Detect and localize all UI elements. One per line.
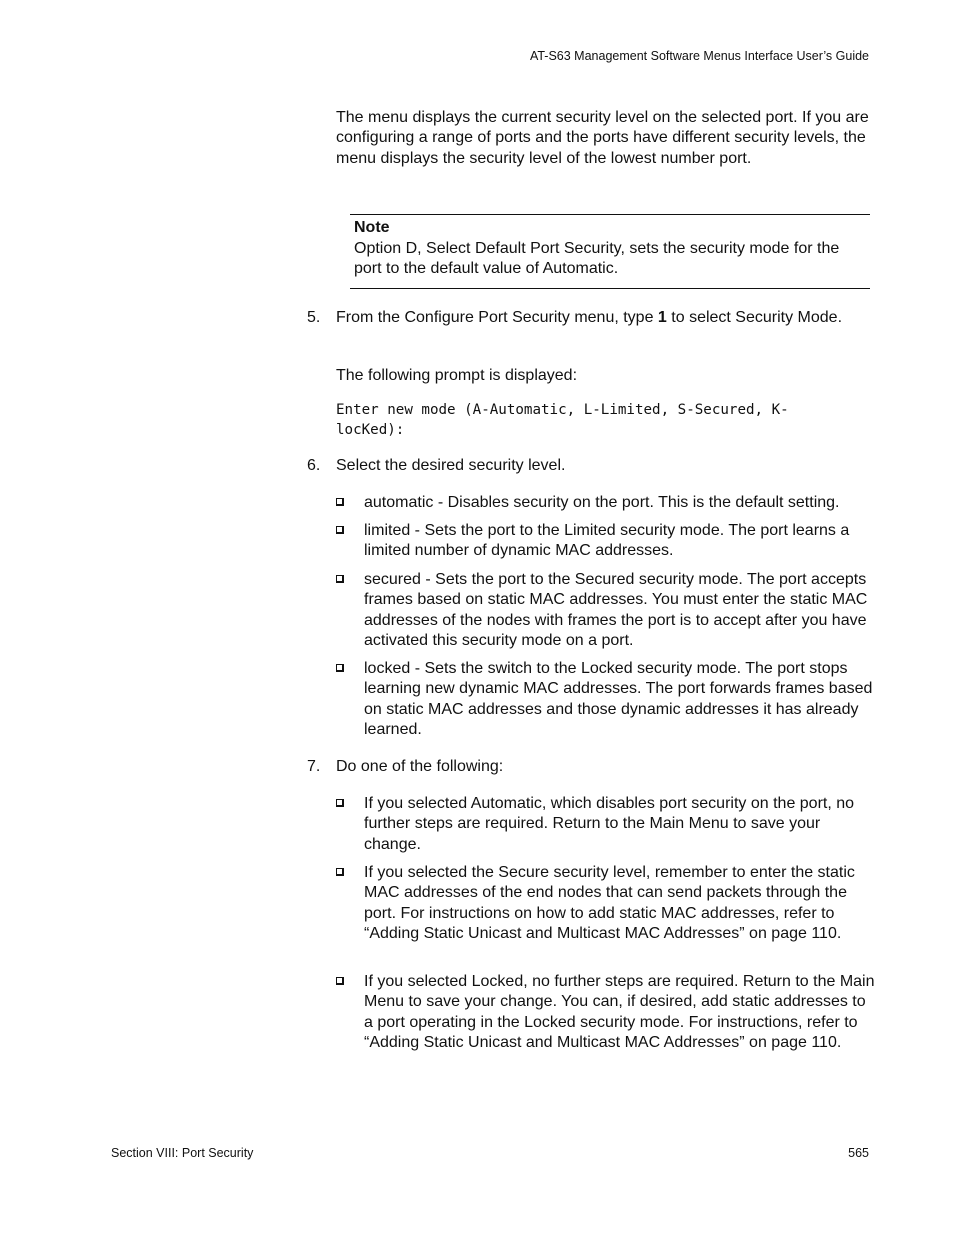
prompt-intro: The following prompt is displayed: (336, 367, 578, 384)
step-5-text-b: to select Security Mode. (666, 309, 843, 326)
running-header: AT-S63 Management Software Menus Interface User’s Guide (529, 49, 869, 63)
step-6-number: 6. (307, 457, 321, 474)
checkbox-bullet-icon (336, 868, 344, 876)
list-item-text: secured - Sets the port to the Secured security mode. The port accepts frames based on static MAC addresses. You must enter the static MAC addresses of the nodes with frames the port is to accept after you have activated this security mode on a port. (364, 571, 868, 649)
step-5-number: 5. (307, 309, 321, 326)
list-item-text: If you selected the Secure security level, remember to enter the static MAC addresses of the end nodes that can send packets through the port. For instructions on how to add static MAC addresses, refer to “Adding Static Unicast and Multicast MAC Addresses” on page 110. (364, 864, 855, 942)
note-text: Option D, Select Default Port Security, sets the security mode for the port to the default value of Automatic. (354, 240, 840, 278)
list-item-text: limited - Sets the port to the Limited security mode. The port learns a limited number of dynamic MAC addresses. (364, 522, 850, 560)
checkbox-bullet-icon (336, 977, 344, 985)
step-7-text: Do one of the following: (336, 758, 504, 775)
list-item-text: automatic - Disables security on the port. This is the default setting. (364, 494, 840, 511)
list-item-text: locked - Sets the switch to the Locked security mode. The port stops learning new dynamic MAC addresses. The port forwards frames based on static MAC addresses and those dynamic addresses it has already learned. (364, 660, 873, 738)
footer-section: Section VIII: Port Security (111, 1146, 254, 1160)
intro-paragraph: The menu displays the current security level on the selected port. If you are configuring a range of ports and the ports have different security levels, the menu displays the security level of the lowest number port. (336, 109, 869, 167)
checkbox-bullet-icon (336, 799, 344, 807)
step-6-text: Select the desired security level. (336, 457, 566, 474)
list-item-text: If you selected Locked, no further steps are required. Return to the Main Menu to save your change. You can, if desired, add static addresses to a port operating in the Locked security mode. For instructions, refer to “Adding Static Unicast and Multicast MAC Addresses” on page 110. (364, 973, 875, 1051)
checkbox-bullet-icon (336, 575, 344, 583)
step-7-number: 7. (307, 758, 321, 775)
prompt-line-2: locKed): (336, 422, 405, 438)
step-5-key: 1 (657, 309, 667, 326)
list-item-text: If you selected Automatic, which disables port security on the port, no further steps are required. Return to the Main Menu to save your change. (364, 795, 855, 853)
prompt-line-1: Enter new mode (A-Automatic, L-Limited, S-Secured, K- (336, 402, 789, 418)
step-5-text-a: From the Configure Port Security menu, type (336, 309, 658, 326)
page-number: 565 (848, 1146, 869, 1160)
checkbox-bullet-icon (336, 526, 344, 534)
checkbox-bullet-icon (336, 664, 344, 672)
checkbox-bullet-icon (336, 498, 344, 506)
note-title: Note (354, 219, 390, 236)
step-5-text (336, 308, 871, 328)
note-box (350, 214, 870, 289)
